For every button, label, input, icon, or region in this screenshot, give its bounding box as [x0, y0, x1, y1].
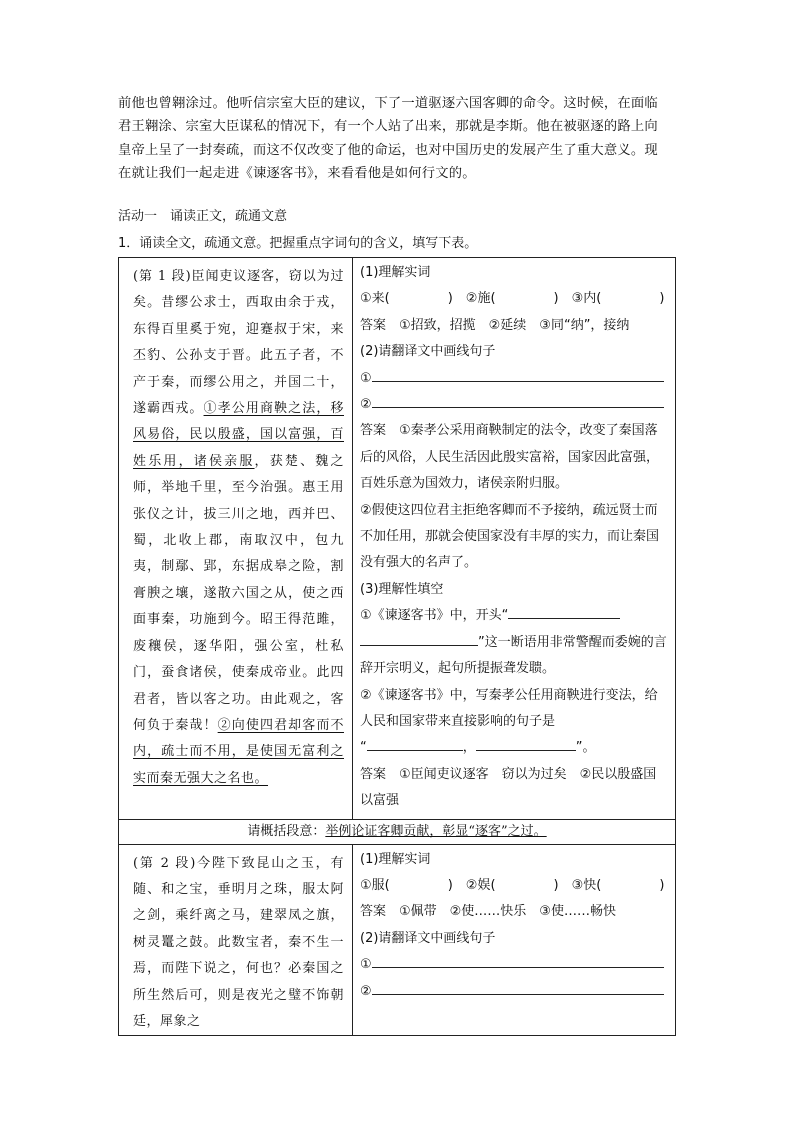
answer-text: 答案 ①招致，招揽 ②延续 ③同“纳”，接纳: [360, 317, 630, 333]
summary-label: 请概括段意：: [247, 823, 326, 839]
section-title: (3)理解性填空: [360, 581, 444, 597]
translation-blank-input[interactable]: [372, 393, 664, 408]
translation-blank-input[interactable]: [372, 953, 664, 968]
summary-answer: 举例论证客卿贡献，彰显“逐客”之过。: [325, 823, 547, 839]
intro-line: 在就让我们一起走进《谏逐客书》，来看看他是如何行文的。: [118, 166, 476, 182]
vocab-blanks: ①服( ) ②娱( ) ③快( ): [360, 877, 665, 893]
task-heading: 1．诵读全文，疏通文意。把握重点字词句的含义，填写下表。: [118, 236, 478, 251]
intro-line: 前他也曾翱涂过。他听信宗室大臣的建议，下了一道驱逐六国客卿的命令。这时候，在面临: [118, 96, 658, 111]
exercise-block-2: [353, 845, 675, 1009]
answer-text: 答案 ①臣闻吏议逐客 窃以为过矣 ②民以殷盛国以富强: [360, 766, 657, 809]
passage-cell-2: [119, 844, 353, 1036]
answer-text: ②假使这四位君主拒绝客卿而不予接纳，疏远贤士而不加任用，那就会使国家没有丰厚的实力，而让秦国没有强大的名声了。: [360, 502, 660, 571]
fill-question-2: ②《谏逐客书》中，写秦孝公任用商鞅进行变法，给人民和国家带来直接影响的句子是 “ ， ”。: [360, 687, 658, 756]
translation-line-2: ②: [360, 979, 669, 1005]
passage-paragraph-2: (第 2 段)今陛下致昆山之玉，有随、和之宝，垂明月之珠，服太阿之剑，乘纤离之马，建翠凤之旗，树灵鼍之鼓。此数宝者，秦不生一焉，而陛下说之，何也？必秦国之所生然后可，则是夜光之璧不饰朝廷，犀象之: [133, 855, 344, 1029]
fill-blank-input[interactable]: [508, 604, 620, 619]
section-title: (1)理解实词: [360, 265, 431, 280]
fill-blank-input[interactable]: [476, 736, 576, 751]
intro-paragraph: [118, 92, 680, 186]
passage-text: (第 1 段)臣闻吏议逐客，窃以为过矣。昔缪公求士，西取由余于戎，东得百里奚于宛，迎蹇叔于宋，来丕豹、公孙支于晋。此五子者，不产于秦，而缪公用之，并国二十，遂霸西戎。: [133, 269, 344, 417]
exercise-cell-2: [353, 844, 676, 1036]
intro-line: 皇帝上呈了一封奏疏，而这不仅改变了他的命运，也对中国历史的发展产生了重大意义。现: [118, 142, 658, 158]
intro-line: 君王翱涂、宗室大臣谋私的情况下，有一个人站了出来，那就是李斯。他在被驱逐的路上向: [118, 119, 658, 135]
table-row: [119, 819, 676, 844]
table-row: [119, 844, 676, 1036]
translation-blank-input[interactable]: [372, 367, 664, 382]
underlined-sentence-2: ②向使四君却客而不内，疏士而不用，是使国无富利之实而秦无强大之名也。: [133, 717, 344, 786]
exercise-block-1: [353, 258, 675, 819]
exercise-cell-1: [353, 258, 676, 820]
section-title: (1)理解实词: [360, 851, 431, 867]
answer-text: 答案 ①佩带 ②使……快乐 ③使……畅快: [360, 904, 616, 920]
section-title: (2)请翻译文中画线句子: [360, 344, 496, 360]
translation-blank-input[interactable]: [372, 980, 664, 995]
passage-text: ，获楚、魏之师，举地千里，至今治强。惠王用张仪之计，拔三川之地，西并巴、蜀，北收上郡，南取汉中，包九夷，制鄢、郢，东据成皋之险，割膏腴之壤，遂散六国之从，使之西面事秦，功施到今。昭王得范雎，废穰侯，逐华阳，强公室，杜私门，蚕食诸侯，使秦成帝业。此四君者，皆以客之功。由此观之，客何负于秦哉！: [133, 453, 344, 733]
study-table: [118, 257, 676, 1036]
summary-cell: [119, 819, 676, 844]
fill-question-1: ①《谏逐客书》中，开头“ ”这一断语用非常警醒而委婉的言辞开宗明义，起句所提振聋发聩。: [360, 603, 669, 682]
translation-line-1: ①: [360, 366, 669, 392]
fill-blank-input[interactable]: [360, 631, 478, 646]
paragraph-summary: [119, 820, 675, 844]
answer-text: 答案 ①秦孝公采用商鞅制定的法令，改变了秦国落后的风俗，人民生活因此殷实富裕，国家因此富强，百姓乐意为国效力，诸侯亲附归服。: [360, 423, 660, 492]
table-row: [119, 258, 676, 820]
translation-line-1: ①: [360, 952, 669, 978]
underlined-sentence-1: ①孝公用商鞅之法，移风易俗，民以殷盛，国以富强，百姓乐用，诸侯亲服: [133, 401, 344, 469]
fill-blank-input[interactable]: [367, 736, 463, 751]
vocab-blanks: ①来( ) ②施( ) ③内( ): [360, 291, 665, 307]
activity-heading: 活动一 诵读正文，疏通文意: [118, 209, 288, 224]
section-title: (2)请翻译文中画线句子: [360, 930, 496, 946]
passage-paragraph-1: [119, 258, 352, 792]
passage-cell-1: [119, 258, 353, 820]
translation-line-2: ②: [360, 392, 669, 418]
